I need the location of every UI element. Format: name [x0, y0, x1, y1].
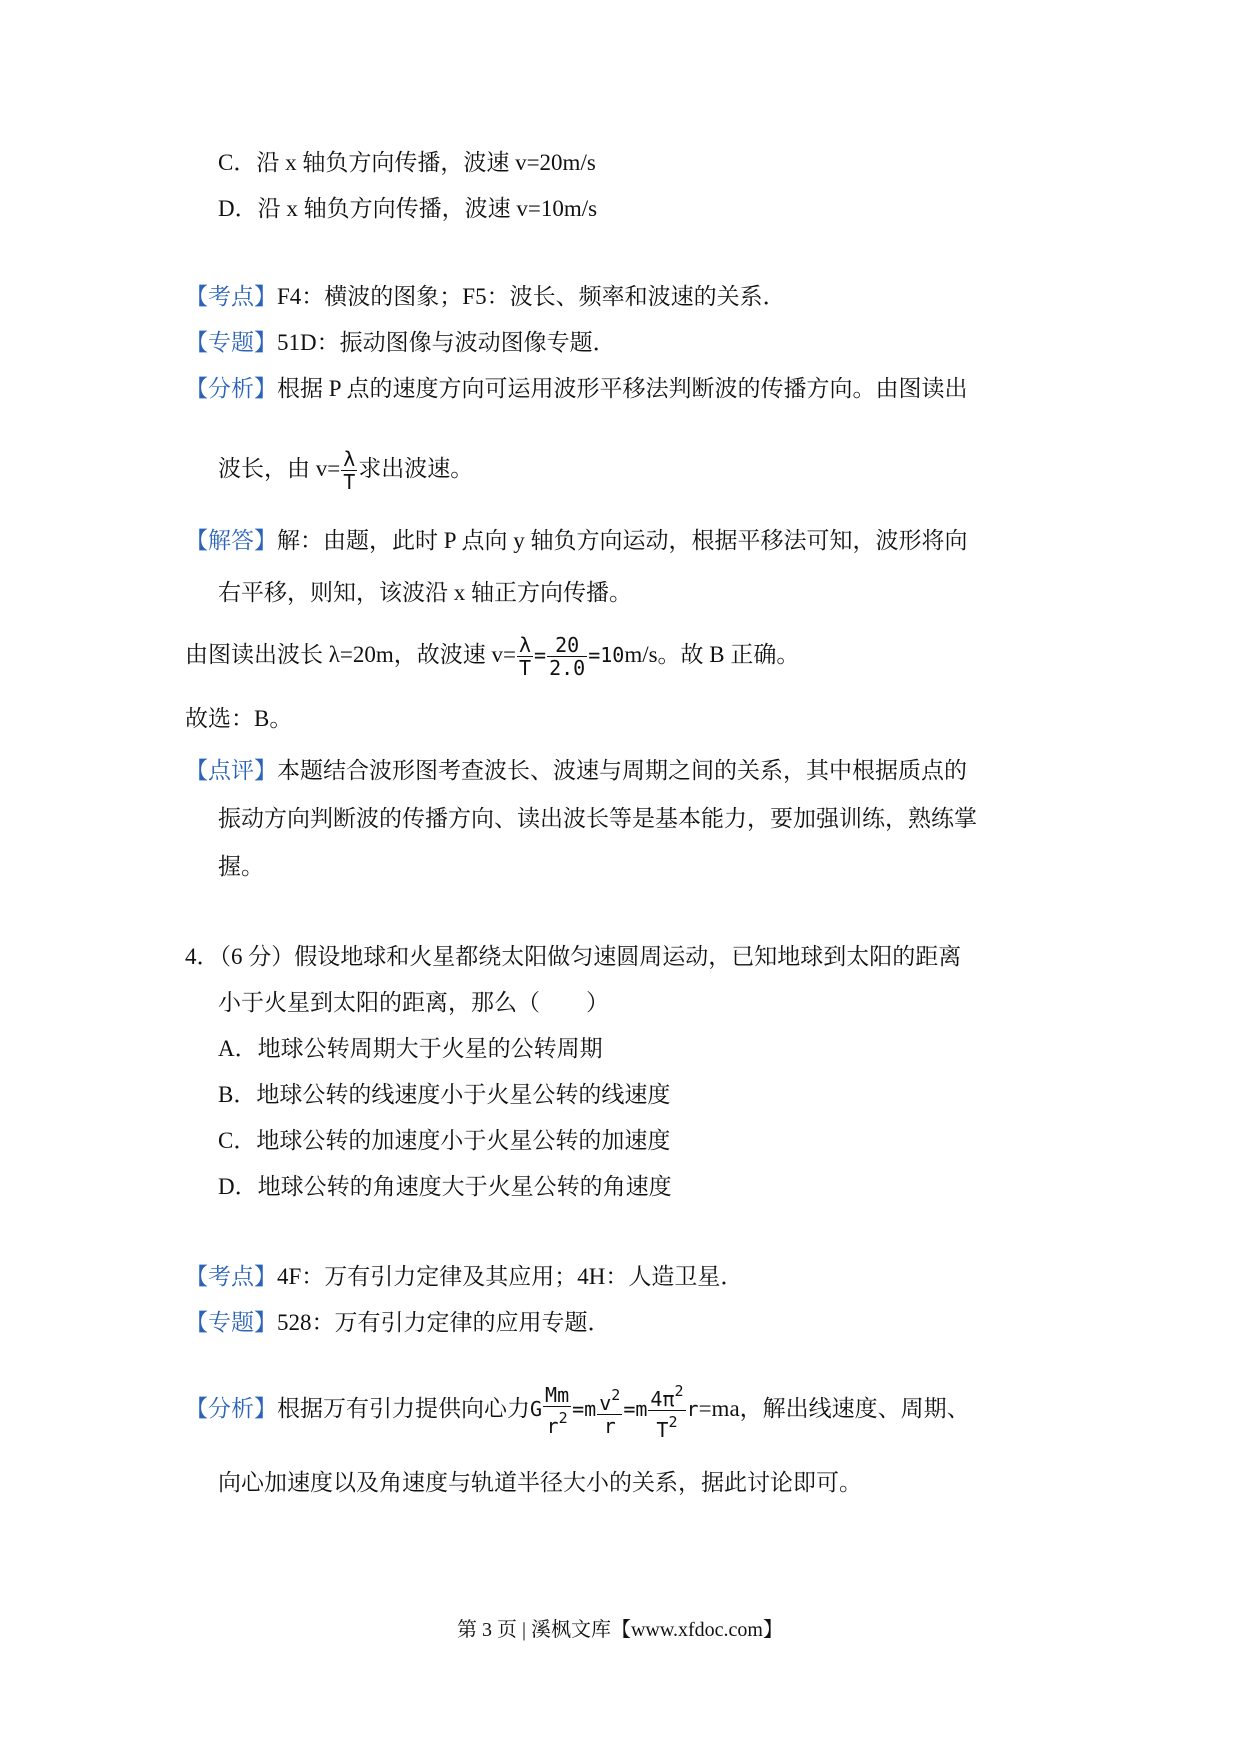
exponent: 2	[611, 1386, 621, 1404]
frac-denominator: 2.0	[549, 656, 586, 680]
q4-option-a: A．地球公转周期大于火星的公转周期	[218, 1036, 603, 1061]
kaodian-text: 4F：万有引力定律及其应用；4H：人造卫星．	[277, 1264, 744, 1289]
zhuanti-text: 528：万有引力定律的应用专题．	[277, 1310, 611, 1335]
fenxi-pre: 根据万有引力提供向心力	[277, 1395, 530, 1421]
numerator-base: v	[599, 1391, 612, 1415]
fenxi-tag: 【分析】	[185, 1395, 277, 1421]
frac-denominator: T	[343, 470, 356, 494]
fenxi-line1: 根据 P 点的速度方向可运用波形平移法判断波的传播方向。由图读出	[277, 376, 968, 401]
calc-pre: 由图读出波长 λ=20m，故波速 v=	[185, 641, 516, 667]
kaodian-text: F4：横波的图象；F5：波长、频率和波速的关系．	[277, 284, 786, 309]
q3-jieda	[185, 526, 967, 556]
zhuanti-tag: 【专题】	[185, 330, 277, 355]
q4-stem-line1: 4．（6 分）假设地球和火星都绕太阳做匀速圆周运动，已知地球到太阳的距离	[185, 944, 962, 969]
q3-answer: 故选：B。	[185, 706, 293, 731]
calc-fraction-lambda-t	[517, 634, 533, 679]
numerator-base: 4π	[650, 1387, 675, 1411]
calc-result: =10	[588, 642, 625, 667]
q4-fenxi	[185, 1380, 970, 1441]
frac-denominator: T	[518, 656, 532, 680]
formula-g: G	[530, 1396, 543, 1421]
jieda-tag: 【解答】	[185, 528, 277, 553]
frac-numerator: Mm	[545, 1383, 570, 1407]
formula-fraction-4pi2-t2	[648, 1380, 685, 1441]
q4-kaodian	[185, 1262, 743, 1292]
page-footer: 第 3 页 | 溪枫文库【www.xfdoc.com】	[456, 1619, 783, 1641]
fenxi-tag: 【分析】	[185, 376, 277, 401]
frac-denominator: r	[603, 1414, 616, 1438]
jieda-line1: 解：由题，此时 P 点向 y 轴负方向运动，根据平移法可知，波形将向	[277, 528, 968, 553]
kaodian-tag: 【考点】	[185, 284, 277, 309]
dianping-line1: 本题结合波形图考查波长、波速与周期之间的关系，其中根据质点的	[277, 758, 967, 783]
q3-jieda-line2: 右平移，则知，该波沿 x 轴正方向传播。	[218, 580, 632, 605]
frac-denominator	[543, 1407, 571, 1437]
q3-option-d: D．沿 x 轴负方向传播，波速 v=10m/s	[218, 196, 598, 221]
fenxi-line2-pre: 波长，由 v=	[218, 455, 341, 481]
frac-numerator	[597, 1384, 622, 1415]
formula-equals-m: =m	[572, 1396, 597, 1421]
fenxi-line2-post: 求出波速。	[358, 455, 474, 481]
q4-option-d: D．地球公转的角速度大于火星公转的角速度	[218, 1174, 672, 1199]
q4-option-c: C．地球公转的加速度小于火星公转的加速度	[218, 1128, 671, 1153]
zhuanti-tag: 【专题】	[185, 1310, 277, 1335]
formula-fraction-v2-r	[597, 1384, 622, 1437]
q4-zhuanti	[185, 1308, 611, 1338]
denominator-base: r	[546, 1414, 559, 1438]
q3-calculation	[185, 634, 799, 679]
fenxi-post: =ma，解出线速度、周期、	[698, 1395, 970, 1421]
denominator-base: T	[656, 1418, 669, 1442]
formula-equals-m: =m	[623, 1396, 648, 1421]
lambda-over-t-fraction	[341, 448, 357, 493]
frac-numerator: λ	[518, 633, 532, 657]
q3-dianping-line2: 振动方向判断波的传播方向、读出波长等是基本能力，要加强训练，熟练掌	[218, 806, 977, 831]
q4-stem-line2: 小于火星到太阳的距离，那么（ ）	[218, 990, 609, 1015]
q4-option-b: B．地球公转的线速度小于火星公转的线速度	[218, 1082, 671, 1107]
q3-dianping	[185, 756, 967, 786]
q3-dianping-line3: 握。	[218, 854, 264, 879]
q3-fenxi	[185, 374, 967, 404]
kaodian-tag: 【考点】	[185, 1264, 277, 1289]
frac-numerator: 20	[547, 634, 587, 657]
q3-zhuanti	[185, 328, 616, 358]
frac-numerator: λ	[343, 447, 356, 471]
q3-fenxi-line2	[218, 448, 473, 493]
calc-post: m/s。故 B 正确。	[624, 641, 800, 667]
formula-r: r	[686, 1396, 699, 1421]
zhuanti-text: 51D：振动图像与波动图像专题．	[277, 330, 616, 355]
dianping-tag: 【点评】	[185, 758, 277, 783]
exponent: 2	[674, 1382, 684, 1400]
q4-fenxi-line2: 向心加速度以及角速度与轨道半径大小的关系，据此讨论即可。	[218, 1470, 862, 1495]
exponent: 2	[668, 1413, 678, 1431]
q3-option-c: C．沿 x 轴负方向传播，波速 v=20m/s	[218, 150, 596, 175]
q3-kaodian	[185, 282, 786, 312]
formula-fraction-mm-r2	[543, 1384, 571, 1437]
frac-denominator	[648, 1411, 685, 1441]
calc-fraction-20-2	[547, 634, 587, 679]
calc-equals: =	[534, 642, 547, 667]
exponent: 2	[558, 1409, 568, 1427]
frac-numerator	[648, 1380, 685, 1411]
